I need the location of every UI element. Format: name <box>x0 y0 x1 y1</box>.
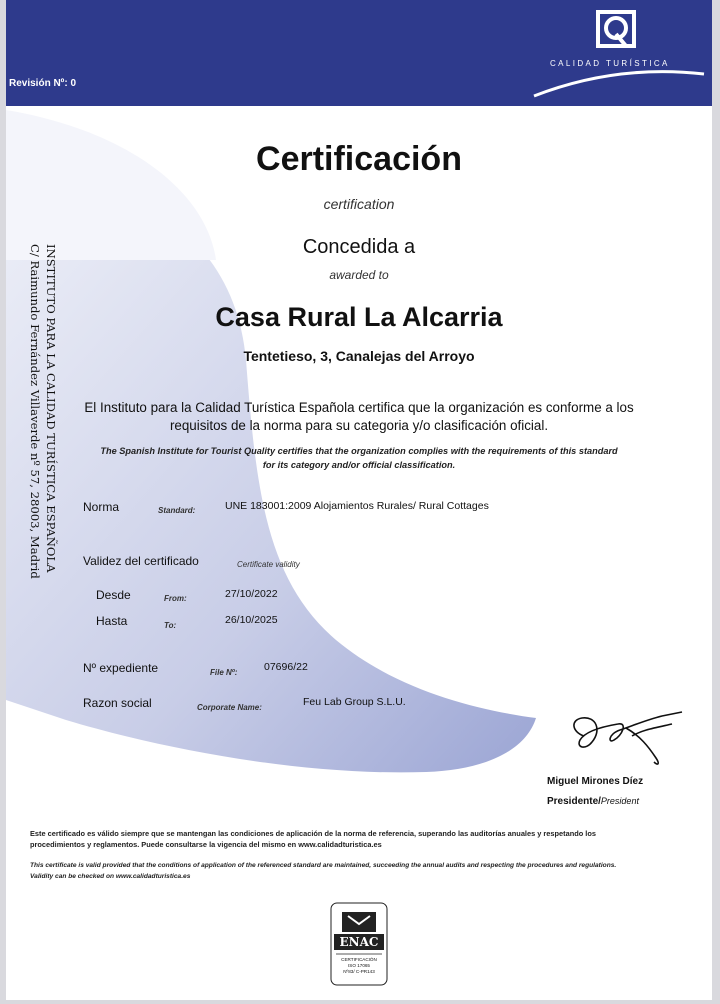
desde-value: 27/10/2022 <box>225 588 278 600</box>
holder-name: Casa Rural La Alcarria <box>215 302 503 332</box>
razon-value: Feu Lab Group S.L.U. <box>303 696 406 708</box>
norma-value: UNE 183001:2009 Alojamientos Rurales/ Rural Cottages <box>225 500 489 512</box>
footer-es <box>30 828 680 850</box>
institute-street: C/ Raimundo Fernández Villaverde nº 57, 28003, Madrid <box>28 244 42 579</box>
hasta-value: 26/10/2025 <box>225 614 278 626</box>
enac-line3: Nº83/ C-PR143 <box>343 969 375 974</box>
norma-label-en: Standard: <box>158 506 196 515</box>
validez-label: Validez del certificado <box>83 554 199 568</box>
q-quality-icon <box>526 4 706 100</box>
razon-label-en: Corporate Name: <box>197 703 262 712</box>
validez-label-en: Certificate validity <box>237 560 300 569</box>
enac-line2: ISO 17065 <box>348 963 370 968</box>
institute-name: INSTITUTO PARA LA CALIDAD TURÍSTICA ESPAÑOLA <box>44 244 58 573</box>
desde-label-en: From: <box>164 594 187 603</box>
signature-icon <box>562 706 692 768</box>
footer-es-1: Este certificado es válido siempre que se mantengan las condiciones de aplicación de la norma de referencia, superando las auditorías anuales y respetando los <box>30 829 596 838</box>
statement-en-1: The Spanish Institute for Tourist Quality certifies that the organization complies with the requirements of this standard <box>100 446 618 456</box>
enac-seal <box>330 902 388 986</box>
hasta-label-en: To: <box>164 621 177 630</box>
logo-text: CALIDAD TURÍSTICA <box>550 59 670 68</box>
enac-text: ENAC <box>339 935 379 949</box>
holder-address: Tentetieso, 3, Canalejas del Arroyo <box>243 348 475 364</box>
hasta-label: Hasta <box>96 614 128 628</box>
footer-en <box>30 860 680 882</box>
revision-number: Revisión Nº: 0 <box>9 78 77 89</box>
granted-label-en: awarded to <box>329 268 389 282</box>
signer-role-en: President <box>600 796 639 806</box>
expediente-value: 07696/22 <box>264 661 308 673</box>
desde-label: Desde <box>96 588 131 602</box>
norma-label: Norma <box>83 500 120 514</box>
expediente-label: Nº expediente <box>83 661 159 675</box>
razon-label: Razon social <box>83 696 152 710</box>
certificate-title: Certificación <box>256 140 462 178</box>
footer-en-1: This certificate is valid provided that the conditions of application of the referenced standard are maintained, succeeding the annual audits and respecting the procedures and regulations. <box>30 862 617 869</box>
signer-name: Miguel Mirones Díez <box>547 776 644 787</box>
footer-en-2: Validity can be checked on www.calidadturistica.es <box>30 873 191 880</box>
granted-label: Concedida a <box>302 236 416 258</box>
footer-es-2: procedimientos y reglamentos. Puede consultarse la vigencia del mismo en www.calidadturistica.es <box>30 840 382 849</box>
statement-en-2: for its category and/or official classification. <box>262 460 456 470</box>
certificate-page <box>6 0 712 1000</box>
certificate-title-en: certification <box>323 196 395 212</box>
expediente-label-en: File Nº: <box>210 668 238 677</box>
signer-role: Presidente/ <box>547 796 601 807</box>
enac-line1: CERTIFICACIÓN <box>341 957 377 962</box>
statement-es-2: requisitos de la norma para su categoria y/o clasificación oficial. <box>169 418 549 433</box>
statement-es-1: El Instituto para la Calidad Turística Española certifica que la organización es conforme a los <box>84 400 634 415</box>
